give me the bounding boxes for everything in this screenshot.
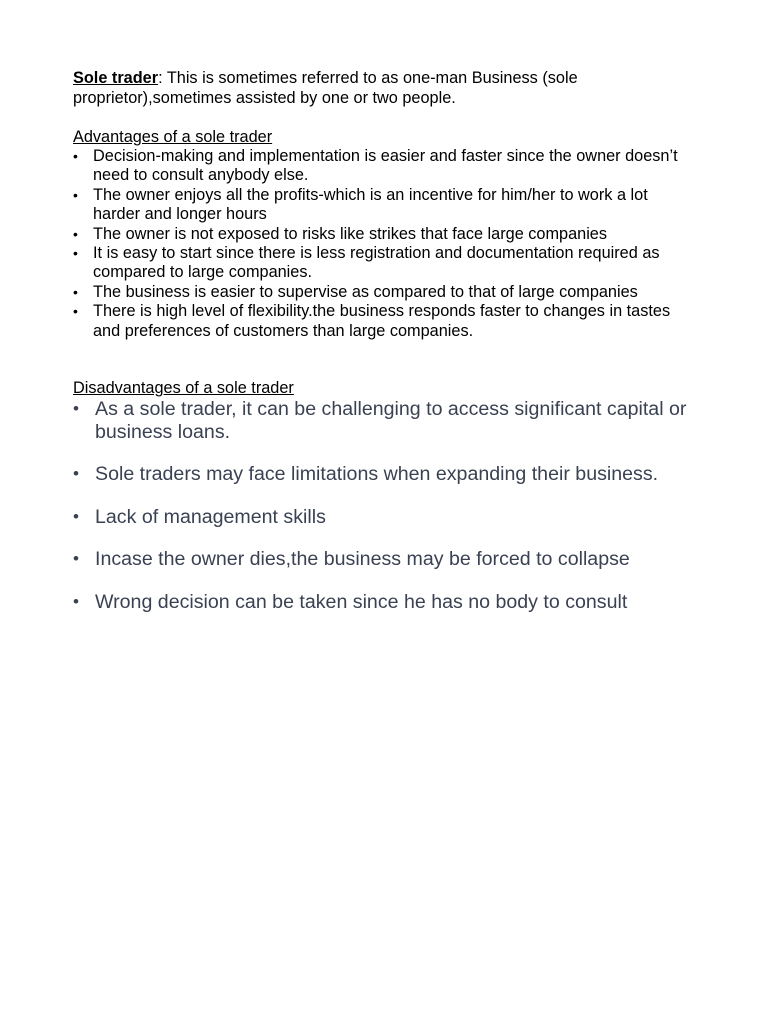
disadvantages-list — [73, 398, 698, 613]
advantage-item — [73, 186, 698, 225]
bullet-icon: • — [73, 549, 79, 569]
disadvantages-heading: Disadvantages of a sole trader — [73, 379, 294, 398]
advantage-text: There is high level of flexibility.the business responds faster to changes in tastes and preferences of customers than large companies. — [93, 302, 671, 340]
bullet-icon: • — [73, 399, 79, 419]
disadvantage-text: Sole traders may face limitations when expanding their business. — [95, 463, 659, 486]
bullet-icon: • — [73, 186, 78, 203]
advantages-heading: Advantages of a sole trader — [73, 128, 273, 146]
bullet-icon: • — [73, 506, 79, 526]
bullet-icon: • — [73, 464, 79, 484]
disadvantage-item — [73, 591, 698, 614]
advantage-text: The owner is not exposed to risks like strikes that face large companies — [93, 224, 608, 243]
advantages-list — [73, 147, 698, 341]
bullet-icon: • — [73, 303, 78, 320]
disadvantage-item — [73, 506, 698, 529]
advantage-item — [73, 283, 698, 302]
advantage-text: The owner enjoys all the profits-which is an incentive for him/her to work a lot harder and longer hours — [93, 185, 648, 224]
bullet-icon: • — [73, 283, 78, 300]
advantage-item — [73, 302, 698, 341]
sole-trader-term: Sole trader — [73, 69, 159, 87]
bullet-icon: • — [73, 591, 79, 611]
bullet-icon: • — [73, 148, 78, 164]
intro-text: : This is sometimes referred to as one-man Business (sole proprietor),sometimes assisted by one or two people. — [73, 69, 578, 107]
advantage-item — [73, 244, 698, 283]
bullet-icon: • — [73, 225, 78, 242]
disadvantage-text: Lack of management skills — [95, 505, 326, 528]
disadvantage-text: Incase the owner dies,the business may be forced to collapse — [95, 548, 630, 571]
advantage-text: It is easy to start since there is less registration and documentation required as compared to large companies. — [93, 244, 660, 282]
advantage-item — [73, 147, 698, 186]
disadvantage-item — [73, 398, 698, 443]
advantage-text: Decision-making and implementation is easier and faster since the owner doesn’t need to consult anybody else. — [93, 147, 678, 185]
document-page — [73, 68, 698, 633]
disadvantage-text: Wrong decision can be taken since he has no body to consult — [95, 590, 628, 613]
disadvantage-item — [73, 548, 698, 571]
disadvantage-text: As a sole trader, it can be challenging to access significant capital or business loans. — [95, 398, 687, 443]
disadvantage-item — [73, 463, 698, 486]
bullet-icon: • — [73, 245, 78, 262]
advantage-item — [73, 225, 698, 244]
intro-paragraph — [73, 68, 698, 108]
advantage-text: The business is easier to supervise as compared to that of large companies — [93, 282, 638, 301]
